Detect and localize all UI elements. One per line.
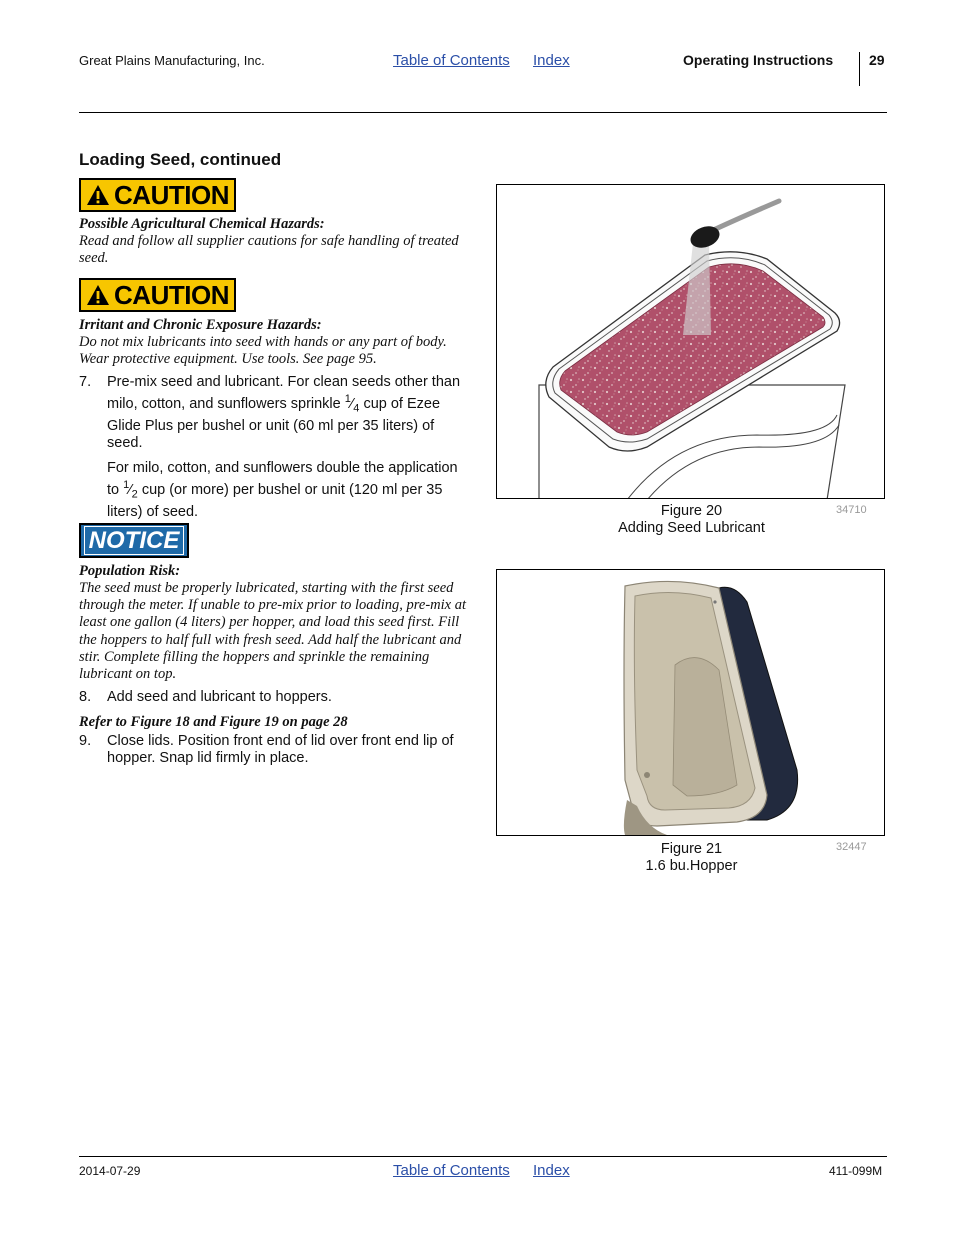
page-number: 29 <box>869 52 885 68</box>
figure-20-label: Figure 20 <box>660 503 723 519</box>
caution-label: CAUTION <box>114 279 229 310</box>
footer-rule <box>79 1156 887 1157</box>
step-text: Pre-mix seed and lubricant. For clean seeds other than milo, cotton, and sunflowers sprinkle $^1⁄_4$ cup of Ezee Glide Plus per bushel or unit (60 ml per 35 liters) of seed. <box>107 374 461 452</box>
step-text: Add seed and lubricant to hoppers. <box>107 689 332 705</box>
figure-21-id: 32447 <box>836 841 867 853</box>
warning-triangle-icon <box>86 184 110 206</box>
notice-badge <box>79 523 189 558</box>
step-7 <box>79 374 464 453</box>
section-title: Loading Seed, continued <box>79 150 282 169</box>
step-number: 7. <box>79 374 92 390</box>
caution2-title: Irritant and Chronic Exposure Hazards: <box>79 317 322 333</box>
step-text: Close lids. Position front end of lid over front end lip of hopper. Snap lid firmly in place. <box>107 733 454 767</box>
footer-index-link[interactable]: Index <box>533 1162 570 1179</box>
caution1-title: Possible Agricultural Chemical Hazards: <box>79 216 325 232</box>
warning-triangle-icon <box>86 284 110 306</box>
caution2-body: Do not mix lubricants into seed with hands or any part of body. Wear protective equipment. Use tools. See page 95. <box>79 334 447 368</box>
figure-21-label: Figure 21 <box>660 841 723 857</box>
figure-20-id: 34710 <box>836 504 867 516</box>
step-7-continued <box>79 460 464 521</box>
header-company: Great Plains Manufacturing, Inc. <box>79 53 265 68</box>
header-rule <box>79 112 887 113</box>
caution-label: CAUTION <box>114 179 229 210</box>
figure-20-caption: Adding Seed Lubricant <box>618 520 765 536</box>
footer-toc-link[interactable]: Table of Contents <box>393 1162 510 1179</box>
figure-21-image <box>496 569 885 836</box>
hopper-lubricant-illustration <box>497 185 885 499</box>
header-toc-link[interactable]: Table of Contents <box>393 52 510 69</box>
refer-note: Refer to Figure 18 and Figure 19 on page 28 <box>79 714 348 730</box>
figure-21-caption: 1.6 bu.Hopper <box>645 858 738 874</box>
caution1-body: Read and follow all supplier cautions for safe handling of treated seed. <box>79 233 459 267</box>
step-text: For milo, cotton, and sunflowers double the application to $^1⁄_2$ cup (or more) per bushel or unit (120 ml per 35 liters) of seed. <box>107 460 458 521</box>
notice-label: NOTICE <box>88 526 180 554</box>
header-divider <box>859 52 860 86</box>
header-section-title: Operating Instructions <box>683 52 834 68</box>
step-9 <box>79 733 464 767</box>
figure-20-image <box>496 184 885 499</box>
header-index-link[interactable]: Index <box>533 52 570 69</box>
caution-badge <box>79 178 236 212</box>
footer-doc-number: 411-099M <box>829 1164 883 1178</box>
hopper-photo-illustration <box>497 570 885 836</box>
step-number: 8. <box>79 689 92 705</box>
notice-body: The seed must be properly lubricated, starting with the first seed through the meter. If unable to pre-mix prior to loading, pre-mix at least one gallon (4 liters) per hopper, and load this seed first. Fill the hoppers to half full with fresh seed. Add half the lubricant and stir. Complete filling the hoppers and sprinkle the remaining lubricant on top. <box>79 580 467 683</box>
step-number: 9. <box>79 733 92 749</box>
footer-date: 2014-07-29 <box>79 1164 141 1178</box>
caution-badge <box>79 278 236 312</box>
step-8 <box>79 689 464 706</box>
notice-title: Population Risk: <box>79 563 181 579</box>
